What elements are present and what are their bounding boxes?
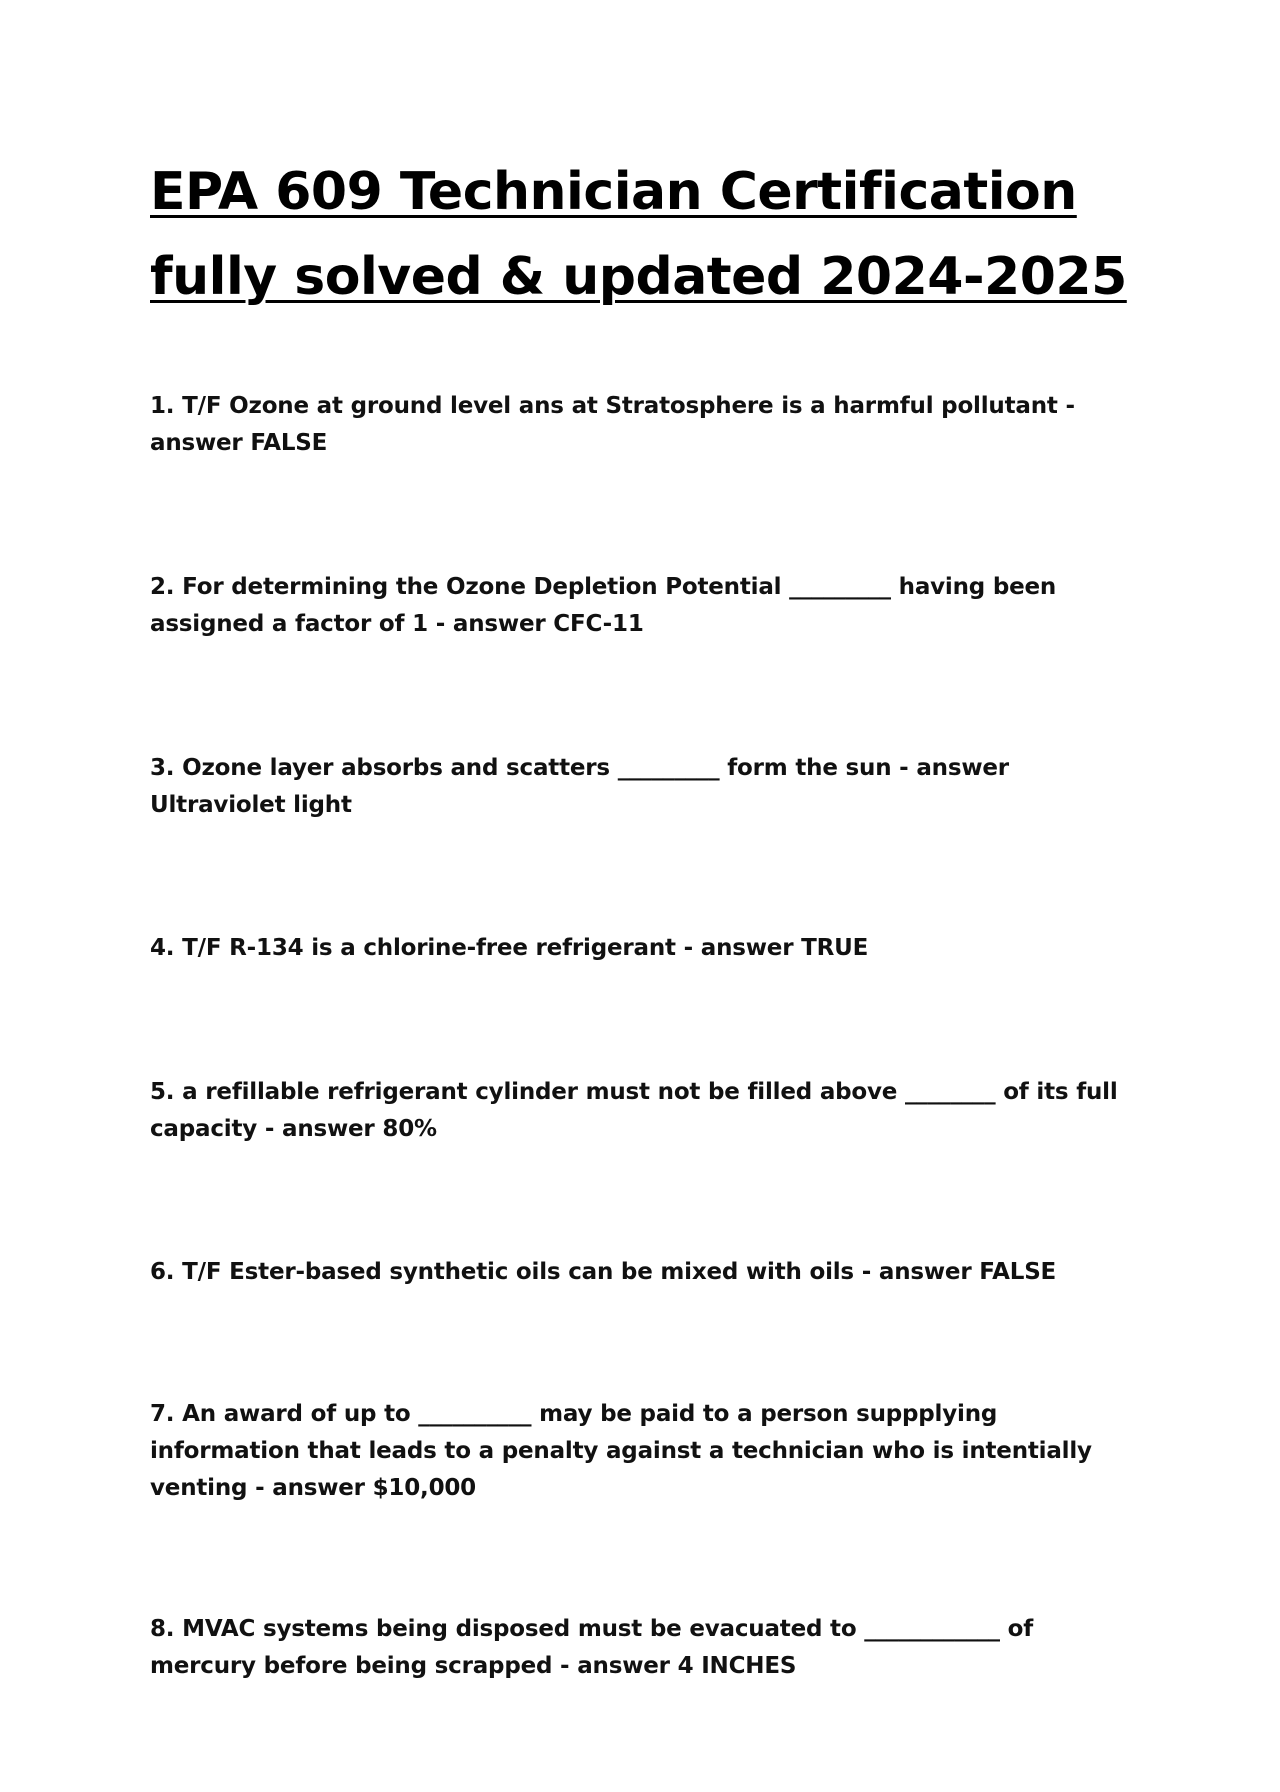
- question-item-8: 8. MVAC systems being disposed must be evacuated to ____________ of mercury before being scrapped - answer 4 INCHES: [150, 1616, 1034, 1679]
- page-title: [150, 150, 1150, 320]
- question-item-1: 1. T/F Ozone at ground level ans at Stratosphere is a harmful pollutant - answer FALSE: [150, 393, 1075, 456]
- question-item-4: 4. T/F R-134 is a chlorine-free refrigerant - answer TRUE: [150, 935, 869, 961]
- title-line-1: EPA 609 Technician Certification: [150, 162, 1077, 222]
- question-list: [150, 388, 1140, 1792]
- question-item-3: 3. Ozone layer absorbs and scatters _________ form the sun - answer Ultraviolet light: [150, 755, 1009, 818]
- question-item-5: 5. a refillable refrigerant cylinder must not be filled above ________ of its full capacity - answer 80%: [150, 1079, 1118, 1142]
- question-item-6: 6. T/F Ester-based synthetic oils can be mixed with oils - answer FALSE: [150, 1259, 1057, 1285]
- question-item-7: 7. An award of up to __________ may be paid to a person suppplying information that leads to a penalty against a technician who is intentially venting - answer $10,000: [150, 1401, 1092, 1501]
- question-item-2: 2. For determining the Ozone Depletion Potential _________ having been assigned a factor of 1 - answer CFC-11: [150, 574, 1057, 637]
- title-line-2: fully solved & updated 2024-2025: [150, 247, 1127, 307]
